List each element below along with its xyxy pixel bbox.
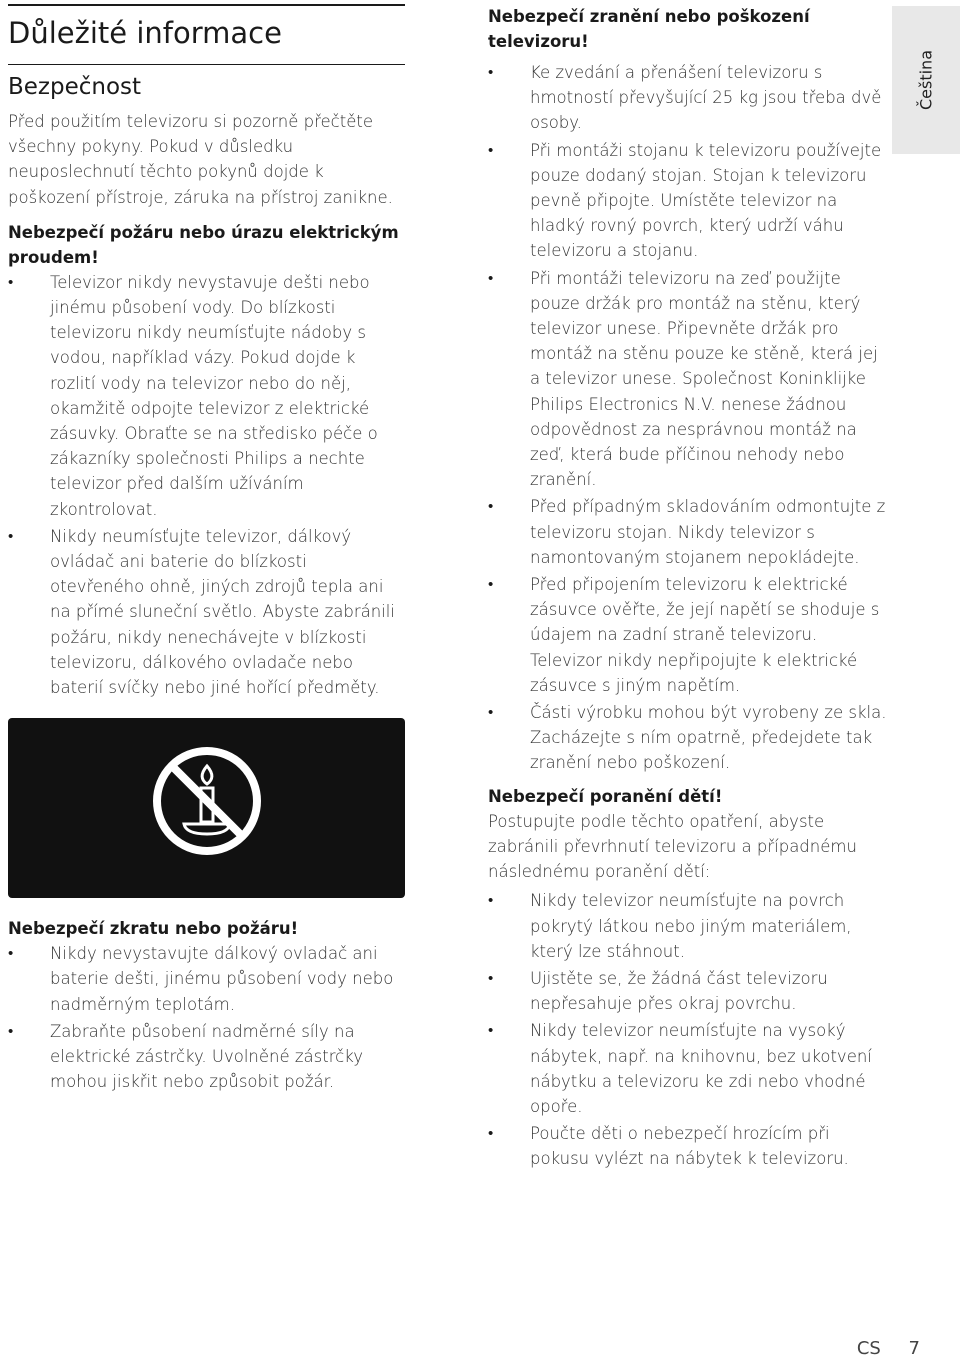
language-tab bbox=[892, 6, 960, 154]
list-item: • Při montáži televizoru na zeď použijte pouze držák pro montáž na stěnu, který televizor unese. Připevněte držák pro montáž na stěnu pouze ke stěně, která jej a televizor unese. Společnost Koninklijke Philips Electronics N.V. nenese žádnou odpovědnost za nesprávnou montáž na zeď, která bude příčinou nehody nebo zranění. bbox=[488, 266, 888, 493]
fire-list bbox=[8, 270, 405, 700]
children-heading: Nebezpečí poranění dětí! bbox=[488, 786, 723, 806]
section-rule bbox=[8, 64, 405, 65]
footer-language: CS bbox=[856, 1338, 881, 1359]
page-title: Důležité informace bbox=[8, 16, 282, 50]
language-tab-label: Čeština bbox=[916, 49, 936, 111]
list-item: • Ke zvedání a přenášení televizoru s hmotností převyšující 25 kg jsou třeba dvě osoby. bbox=[488, 60, 888, 136]
list-item: • Nikdy nevystavujte dálkový ovladač ani baterie dešti, jinému působení vody nebo nadměrným teplotám. bbox=[8, 941, 405, 1017]
children-list bbox=[488, 888, 888, 1171]
list-item: • Zabraňte působení nadměrné síly na elektrické zástrčky. Uvolněné zástrčky mohou jiskřit nebo způsobit požár. bbox=[8, 1019, 405, 1095]
intro-paragraph: Před použitím televizoru si pozorně přečtěte všechny pokyny. Pokud v důsledku neuposlechnutí těchto pokynů dojde k poškození přístroje, záruka na přístroj zanikne. bbox=[8, 112, 393, 207]
fire-heading: Nebezpečí požáru nebo úrazu elektrickým proudem! bbox=[8, 222, 399, 267]
children-intro: Postupujte podle těchto opatření, abyste zabránili převrhnutí televizoru a případnému následnému poranění dětí: bbox=[488, 811, 857, 882]
list-item: • Před připojením televizoru k elektrické zásuvce ověřte, že její napětí se shoduje s údajem na zadní straně televizoru. Televizor nikdy nepřipojujte k elektrické zásuvce s jiným napětím. bbox=[488, 572, 888, 698]
top-rule bbox=[8, 4, 405, 6]
warning-image bbox=[8, 718, 405, 898]
list-item: • Nikdy neumísťujte televizor, dálkový ovládač ani baterie do blízkosti otevřeného ohně, jiných zdrojů tepla ani na přímé sluneční světlo. Abyste zabránili požáru, nikdy nenechávejte v blízkosti televizoru, dálkového ovladače nebo baterií svíčky nebo jiné hořící předměty. bbox=[8, 524, 405, 700]
no-candle-icon bbox=[148, 742, 266, 860]
injury-list bbox=[488, 60, 888, 776]
list-item: • Před případným skladováním odmontujte z televizoru stojan. Nikdy televizor s namontovaným stojanem nepokládejte. bbox=[488, 494, 888, 570]
list-item: • Při montáži stojanu k televizoru používejte pouze dodaný stojan. Stojan k televizoru pevně připojte. Umístěte televizor na hladký rovný povrch, který udrží váhu televizoru a stojanu. bbox=[488, 138, 888, 264]
page-footer bbox=[800, 1338, 920, 1359]
right-column bbox=[488, 4, 888, 1176]
list-item: • Nikdy televizor neumísťujte na povrch pokrytý látkou nebo jiným materiálem, který lze stáhnout. bbox=[488, 888, 888, 964]
injury-heading: Nebezpečí zranění nebo poškození televizoru! bbox=[488, 7, 810, 51]
list-item: • Nikdy televizor neumísťujte na vysoký nábytek, např. na knihovnu, bez ukotvení nábytku a televizoru ke zdi nebo vhodné opoře. bbox=[488, 1018, 888, 1119]
short-circuit-heading: Nebezpečí zkratu nebo požáru! bbox=[8, 919, 299, 939]
list-item: • Poučte děti o nebezpečí hrozícím při pokusu vylézt na nábytek k televizoru. bbox=[488, 1121, 888, 1171]
short-circuit-list bbox=[8, 941, 405, 1094]
page-number: 7 bbox=[908, 1338, 920, 1359]
list-item: • Ujistěte se, že žádná část televizoru nepřesahuje přes okraj povrchu. bbox=[488, 966, 888, 1016]
section-title: Bezpečnost bbox=[8, 74, 142, 100]
list-item: • Televizor nikdy nevystavuje dešti nebo jinému působení vody. Do blízkosti televizoru nikdy neumísťujte nádoby s vodou, například vázy. Pokud dojde k rozlití vody na televizor nebo do něj, okamžitě odpojte televizor z elektrické zásuvky. Obraťte se na středisko péče o zákazníky společnosti Philips a nechte televizor před dalším užíváním zkontrolovat. bbox=[8, 270, 405, 522]
list-item: • Části výrobku mohou být vyrobeny ze skla. Zacházejte s ním opatrně, předejdete tak zranění nebo poškození. bbox=[488, 700, 888, 776]
left-column bbox=[8, 0, 405, 1098]
